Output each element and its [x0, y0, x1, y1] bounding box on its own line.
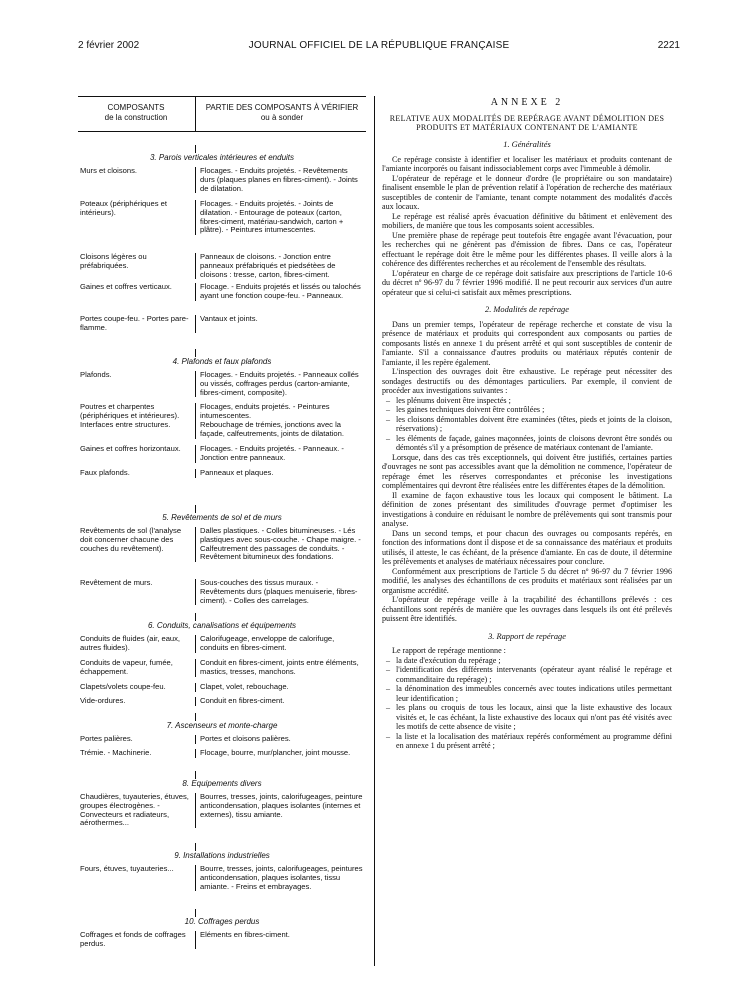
- column-tick: [195, 349, 196, 357]
- header-title: JOURNAL OFFICIEL DE LA RÉPUBLIQUE FRANÇAISE: [248, 40, 510, 51]
- section-modalites-list: [382, 396, 672, 453]
- paragraph: Une première phase de repérage peut toutefois être engagée avant l'évacuation, pour les recherches qui ne génèrent pas d'émission de fibres. Dans ce cas, l'opérateur effectuant le repérage doit être le même pour les différentes phases. Il veille alors à la cohérence des différentes recherches et au récolement de l'ensemble des résultats.: [382, 230, 672, 269]
- paragraph: L'opérateur de repérage et le donneur d'ordre (le propriétaire ou son mandataire) finalisent ensemble le plan de prévention relatif à l'opération de recherche des matériaux susceptibles de contenir de l'amiante, tenant compte notamment des modalités d'accès aux locaux.: [382, 173, 672, 212]
- component-cell: Portes palières.: [80, 734, 133, 743]
- component-cell: Fours, étuves, tuyauteries...: [80, 864, 174, 873]
- paragraph: L'opérateur en charge de ce repérage doit satisfaire aux prescriptions de l'article 10-6 du décret nº 96-97 du 7 février 1996 modifié. Il ne peut recourir aux services d'un autre opérateur que si celui-ci satisfait aux mêmes prescriptions.: [382, 268, 672, 297]
- header-parts: [198, 103, 366, 123]
- component-cell: Chaudières, tuyauteries, étuves, groupes électrogènes. - Convecteurs et radiateurs, aérothermes...: [80, 792, 189, 828]
- paragraph: Lorsque, dans des cas très exceptionnels, qui doivent être justifiés, certaines parties d'ouvrages ne sont pas accessibles avant que la démolition ne commence, l'opérateur de repérage émet les réserves correspondantes et préconise les investigations complémentaires qui devront être réalisées entre les différentes étapes de la démolition.: [382, 452, 672, 491]
- section-heading: 9. Installations industrielles: [174, 851, 270, 860]
- section-heading: 10. Coffrages perdus: [184, 917, 260, 926]
- parts-cell: Portes et cloisons palières.: [200, 734, 291, 743]
- header-parts-line2: ou à sonder: [260, 113, 304, 122]
- paragraph: Le repérage est réalisé après évacuation définitive du bâtiment et enlèvement des mobiliers, de manière que tous les composants soient accessibles.: [382, 211, 672, 231]
- row-divider: [195, 200, 196, 235]
- row-divider: [195, 167, 196, 193]
- section-modalites-body: [382, 453, 672, 624]
- row-divider: [195, 579, 196, 605]
- section-heading: 8. Equipements divers: [182, 779, 262, 788]
- table-row: [78, 403, 366, 421]
- component-cell: Vide-ordures.: [80, 696, 126, 705]
- header-divider: [195, 97, 196, 131]
- component-cell: Clapets/volets coupe-feu.: [80, 682, 166, 691]
- table-row: [78, 167, 366, 193]
- annex-title: ANNEXE 2: [490, 97, 564, 108]
- list-item: – l'identification des différents intervenants (opérateur ayant réalisé le repérage et commanditaire du repérage) ;: [382, 665, 672, 684]
- row-divider: [195, 697, 196, 706]
- component-cell: Coffrages et fonds de coffrages perdus.: [80, 930, 186, 948]
- section-title-modalites: 2. Modalités de repérage: [485, 305, 569, 315]
- row-divider: [195, 793, 196, 828]
- row-divider: [195, 469, 196, 478]
- parts-cell: Flocage, bourre, mur/plancher, joint mousse.: [200, 748, 351, 757]
- parts-cell: Conduit en fibres-ciment.: [200, 696, 285, 705]
- component-cell: Murs et cloisons.: [80, 166, 137, 175]
- section-modalites-intro: [382, 320, 672, 396]
- section-heading: 6. Conduits, canalisations et équipements: [147, 621, 297, 630]
- component-cell: Conduits de fluides (air, eaux, autres fluides).: [80, 634, 181, 652]
- section-title-rapport: 3. Rapport de repérage: [488, 631, 566, 641]
- parts-cell: Sous-couches des tissus muraux. - Revêtements durs (plaques menuiserie, fibres-ciment). - Colles des carrelages.: [200, 578, 358, 605]
- column-tick: [195, 145, 196, 153]
- table-row: [78, 371, 366, 397]
- list-item: – les cloisons démontables doivent être examinées (têtes, pieds et joints de la cloison, réservations) ;: [382, 415, 672, 434]
- parts-cell: Conduit en fibres-ciment, joints entre éléments, mastics, tresses, manchons.: [200, 658, 359, 676]
- table-row: [78, 683, 366, 692]
- paragraph: Dans un second temps, et pour chacun des ouvrages ou composants repérés, en fonction des informations dont il dispose et de sa connaissance des matériaux et produits utilisés, il atteste, le cas échéant, de la présence d'amiante. En cas de doute, il détermine les prélèvements et analyses de matériaux nécessaires pour conclure.: [382, 528, 672, 567]
- column-divider: [374, 96, 375, 966]
- parts-cell: Calorifugeage, enveloppe de calorifuge, conduits en fibres-ciment.: [200, 634, 335, 652]
- table-row: [78, 697, 366, 706]
- row-divider: [195, 527, 196, 562]
- annex-subtitle: RELATIVE AUX MODALITÉS DE REPÉRAGE AVANT DÉMOLITION DES PRODUITS ET MATÉRIAUX CONTENANT DE L'AMIANTE: [389, 113, 665, 132]
- row-divider: [195, 635, 196, 653]
- table-row: [78, 931, 366, 949]
- header-components-line2: de la construction: [104, 113, 168, 122]
- parts-cell: Bourre, tresses, joints, calorifugeages, peintures anticondensation, plaques isolantes, tissu amiante. - Freins et embrayages.: [200, 864, 363, 891]
- table-row: [78, 659, 366, 677]
- parts-cell: Eléments en fibres-ciment.: [200, 930, 290, 939]
- paragraph: L'opérateur de repérage veille à la traçabilité des échantillons prélevés : ces échantillons sont repérés de manière que les ouvrages dans lesquels ils ont été prélevés puissent être identifiés.: [382, 595, 672, 624]
- row-divider: [195, 445, 196, 463]
- list-item: – la liste et la localisation des matériaux repérés conformément au programme défini en annexe 1 du présent arrêté ;: [382, 732, 672, 751]
- column-tick: [195, 843, 196, 851]
- parts-cell: Clapet, volet, rebouchage.: [200, 682, 289, 691]
- parts-cell: Flocages. - Enduits projetés. - Revêtements durs (plaques planes en fibres-ciment). - Joints de dilatation.: [200, 166, 358, 193]
- section-generalites: [382, 155, 672, 298]
- list-item: – les éléments de façade, gaines maçonnées, joints de cloisons devront être sondés ou démontés s'il y a présomption de présence de matériaux contenant de l'amiante.: [382, 434, 672, 453]
- parts-cell: Panneaux et plaques.: [200, 468, 274, 477]
- row-divider: [195, 735, 196, 744]
- rapport-intro: Le rapport de repérage mentionne :: [392, 646, 506, 656]
- paragraph: Il examine de façon exhaustive tous les locaux qui composent le bâtiment. La définition de zones présentant des similitudes d'ouvrage permet d'optimiser les investigations à conduire en réduisant le nombre de prélèvements qui sont transmis pour analyse.: [382, 490, 672, 529]
- table-row: [78, 749, 366, 758]
- row-divider: [195, 315, 196, 333]
- parts-cell: Flocages. - Enduits projetés. - Panneaux. - Jonction entre panneaux.: [200, 444, 344, 462]
- row-divider: [195, 749, 196, 758]
- table-row: [78, 579, 366, 605]
- component-cell: Trémie. - Machinerie.: [80, 748, 152, 757]
- component-cell: Poutres et charpentes (périphériques et intérieures).: [80, 402, 180, 420]
- list-item: – la dénomination des immeubles concernés avec toutes indications utiles permettant leur identification ;: [382, 684, 672, 703]
- row-divider: [195, 403, 196, 421]
- component-cell: Revêtement de murs.: [80, 578, 153, 587]
- component-cell: Cloisons légères ou préfabriquées.: [80, 252, 147, 270]
- parts-cell: Vantaux et joints.: [200, 314, 258, 323]
- table-row: [78, 283, 366, 301]
- table-row: [78, 635, 366, 653]
- parts-cell: Rebouchage de trémies, jonctions avec la façade, calfeutrements, joints de dilatation.: [200, 420, 344, 438]
- component-cell: Gaines et coffres horizontaux.: [80, 444, 181, 453]
- component-cell: Conduits de vapeur, fumée, échappement.: [80, 658, 173, 676]
- table-row: [78, 445, 366, 463]
- component-cell: Poteaux (périphériques et intérieurs).: [80, 199, 167, 217]
- parts-cell: Dalles plastiques. - Colles bitumineuses. - Lés plastiques avec sous-couche. - Chape maigre. - Calfeutrement des passages de conduits. - Revêtement bitumineux des fondations.: [200, 526, 361, 562]
- page-header: [78, 40, 680, 54]
- row-divider: [195, 659, 196, 677]
- column-tick: [195, 909, 196, 917]
- parts-cell: Flocage. - Enduits projetés et lissés ou talochés ayant une fonction coupe-feu. - Panneaux.: [200, 282, 361, 300]
- table-row: [78, 793, 366, 828]
- header-parts-line1: PARTIE DES COMPOSANTS À VÉRIFIER: [205, 103, 359, 112]
- paragraph: Conformément aux prescriptions de l'article 5 du décret nº 96-97 du 7 février 1996 modifié, les analyses des échantillons de ces produits et matériaux sont réalisées par un organisme accrédité.: [382, 566, 672, 595]
- row-divider: [195, 683, 196, 692]
- section-heading: 5. Revêtements de sol et de murs: [162, 513, 282, 522]
- header-date: 2 février 2002: [78, 40, 140, 51]
- section-heading: 3. Parois verticales intérieures et enduits: [149, 153, 295, 162]
- row-divider: [195, 371, 196, 397]
- table-header: [78, 97, 366, 132]
- row-divider: [195, 283, 196, 301]
- paragraph: Ce repérage consiste à identifier et localiser les matériaux et produits contenant de l'amiante incorporés ou faisant indissociablement corps avec l'immeuble à démolir.: [382, 154, 672, 174]
- header-components: [78, 103, 194, 123]
- table-row: [78, 865, 366, 891]
- component-cell: Portes coupe-feu. - Portes pare-flamme.: [80, 314, 189, 332]
- parts-cell: Panneaux de cloisons. - Jonction entre panneaux préfabriqués et piedsétèes de cloisons : tresse, carton, fibres-ciment.: [200, 252, 336, 279]
- list-item: – les plans ou croquis de tous les locaux, ainsi que la liste exhaustive des locaux visités et, le cas échéant, la liste exhaustive des locaux qui n'ont pas été visités avec les motifs de cette absence de visite ;: [382, 703, 672, 732]
- row-divider: [195, 931, 196, 949]
- component-cell: Revêtements de sol (l'analyse doit concerner chacune des couches du revêtement).: [80, 526, 182, 553]
- table-row: [78, 735, 366, 744]
- table-row: [78, 469, 366, 478]
- section-title-generalites: 1. Généralités: [503, 140, 551, 150]
- component-cell: Gaines et coffres verticaux.: [80, 282, 172, 291]
- components-table: [78, 96, 366, 957]
- row-divider: [195, 421, 196, 439]
- table-row: [78, 315, 366, 333]
- annex-column: [382, 98, 672, 751]
- parts-cell: Flocages. - Enduits projetés. - Joints de dilatation. - Entourage de poteaux (carton, fibres-ciment, matériau-sandwich, carton + plâtre). - Peintures intumescentes.: [200, 199, 344, 235]
- column-tick: [195, 771, 196, 779]
- list-item: – les gaines techniques doivent être contrôlées ;: [382, 405, 672, 415]
- component-cell: Plafonds.: [80, 370, 112, 379]
- table-row: [78, 253, 366, 279]
- paragraph: L'inspection des ouvrages doit être exhaustive. Le repérage peut nécessiter des sondages destructifs ou des démontages particuliers. Par exemple, il convient de procéder aux investigations suivantes :: [382, 367, 672, 396]
- section-heading: 7. Ascenseurs et monte-charge: [166, 721, 278, 730]
- paragraph: Dans un premier temps, l'opérateur de repérage recherche et constate de visu la présence de matériaux et produits qui correspondent aux composants ou parties de composants listés en annexe 1 du présent arrêté et qui sont susceptibles de contenir de l'amiante. S'il a connaissance d'autres produits ou matériaux réputés contenir de l'amiante, il les repère également.: [382, 319, 672, 367]
- list-item: – les plénums doivent être inspectés ;: [382, 396, 672, 406]
- table-row: [78, 527, 366, 562]
- header-page-number: 2221: [657, 40, 680, 51]
- parts-cell: Flocages, enduits projetés. - Peintures intumescentes.: [200, 402, 330, 420]
- header-components-line1: COMPOSANTS: [107, 103, 165, 112]
- row-divider: [195, 253, 196, 279]
- parts-cell: Bourres, tresses, joints, calorifugeages, peinture anticondensation, plaques isolantes (internes et externes), tissu amiante.: [200, 792, 363, 819]
- section-rapport-list: [382, 656, 672, 751]
- parts-cell: Flocages. - Enduits projetés. - Panneaux collés ou vissés, coffrages perdus (carton-amiante, fibres-ciment, composite).: [200, 370, 359, 397]
- column-tick: [195, 613, 196, 621]
- table-row: [78, 200, 366, 235]
- column-tick: [195, 713, 196, 721]
- section-heading: 4. Plafonds et faux plafonds: [172, 357, 272, 366]
- table-row: [78, 421, 366, 439]
- list-item: – la date d'exécution du repérage ;: [382, 656, 672, 666]
- component-cell: Interfaces entre structures.: [80, 420, 171, 429]
- column-tick: [195, 505, 196, 513]
- component-cell: Faux plafonds.: [80, 468, 130, 477]
- row-divider: [195, 865, 196, 891]
